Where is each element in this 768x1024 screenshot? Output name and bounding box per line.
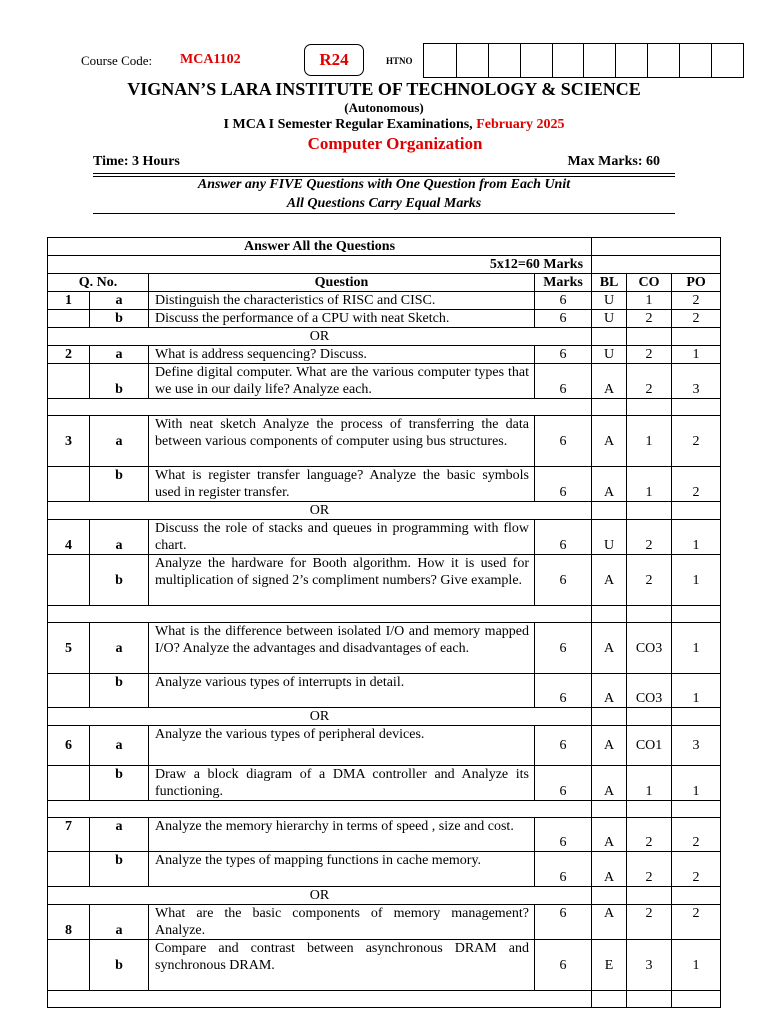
col-qno: Q. No. <box>48 274 149 292</box>
question-bl: A <box>592 623 627 674</box>
question-co: 3 <box>627 940 672 991</box>
question-part: b <box>90 364 149 399</box>
table-row <box>48 818 721 852</box>
question-number: 6 <box>48 726 90 766</box>
htno-box[interactable] <box>424 44 456 77</box>
question-po: 2 <box>672 467 721 502</box>
question-part: b <box>90 674 149 708</box>
question-po: 1 <box>672 520 721 555</box>
question-part: b <box>90 310 149 328</box>
htno-label: HTNO <box>386 56 413 66</box>
question-text: Analyze the various types of peripheral devices. <box>149 726 535 766</box>
question-marks: 6 <box>535 364 592 399</box>
question-co: 2 <box>627 364 672 399</box>
institute-name: VIGNAN’S LARA INSTITUTE OF TECHNOLOGY & SCIENCE <box>127 79 641 99</box>
question-text: Compare and contrast between asynchronous DRAM and synchronous DRAM. <box>149 940 535 991</box>
question-bl: U <box>592 292 627 310</box>
table-row <box>48 520 721 555</box>
question-bl: E <box>592 940 627 991</box>
question-marks: 6 <box>535 852 592 887</box>
col-marks: Marks <box>535 274 592 292</box>
instruction-1: Answer any FIVE Questions with One Question from Each Unit <box>197 177 571 192</box>
question-marks: 6 <box>535 905 592 940</box>
exam-prefix: I MCA I Semester Regular Examinations, <box>223 117 473 132</box>
question-po: 2 <box>672 310 721 328</box>
question-co: 2 <box>627 818 672 852</box>
question-marks: 6 <box>535 818 592 852</box>
question-marks: 6 <box>535 674 592 708</box>
question-bl: A <box>592 818 627 852</box>
col-co: CO <box>627 274 672 292</box>
question-marks: 6 <box>535 346 592 364</box>
question-co: CO1 <box>627 726 672 766</box>
divider <box>93 173 675 174</box>
question-co: 2 <box>627 346 672 364</box>
question-text: What are the basic components of memory management? Analyze. <box>149 905 535 940</box>
table-row <box>48 623 721 674</box>
question-number: 7 <box>48 818 90 852</box>
question-marks: 6 <box>535 726 592 766</box>
table-row <box>48 766 721 801</box>
question-bl: A <box>592 555 627 606</box>
or-separator: OR <box>48 502 592 520</box>
course-code: MCA1102 <box>180 52 241 67</box>
question-text: What is register transfer language? Analyze the basic symbols used in register transfer. <box>149 467 535 502</box>
question-po: 2 <box>672 852 721 887</box>
or-separator: OR <box>48 708 592 726</box>
spacer-row <box>48 801 721 818</box>
question-po: 1 <box>672 674 721 708</box>
question-po: 1 <box>672 555 721 606</box>
question-text: Define digital computer. What are the various computer types that we use in our daily life? Analyze each. <box>149 364 535 399</box>
table-row <box>48 852 721 887</box>
question-po: 2 <box>672 292 721 310</box>
question-marks: 6 <box>535 292 592 310</box>
table-row <box>48 467 721 502</box>
question-co: 1 <box>627 292 672 310</box>
question-part: a <box>90 292 149 310</box>
question-part: b <box>90 766 149 801</box>
autonomous-label: (Autonomous) <box>344 100 424 115</box>
question-part: a <box>90 818 149 852</box>
or-separator: OR <box>48 887 592 905</box>
table-row <box>48 555 721 606</box>
table-row <box>48 726 721 766</box>
question-co: 2 <box>627 310 672 328</box>
question-marks: 6 <box>535 310 592 328</box>
question-marks: 6 <box>535 766 592 801</box>
question-text: Draw a block diagram of a DMA controller and Analyze its functioning. <box>149 766 535 801</box>
question-co: CO3 <box>627 623 672 674</box>
question-part: a <box>90 520 149 555</box>
htno-box[interactable] <box>615 44 647 77</box>
question-text: What is the difference between isolated I/O and memory mapped I/O? Analyze the advantages and disadvantages of each. <box>149 623 535 674</box>
question-bl: A <box>592 467 627 502</box>
question-bl: U <box>592 520 627 555</box>
question-number: 2 <box>48 346 90 364</box>
question-part: a <box>90 416 149 467</box>
question-part: a <box>90 726 149 766</box>
col-po: PO <box>672 274 721 292</box>
question-marks: 6 <box>535 623 592 674</box>
question-co: 1 <box>627 766 672 801</box>
subject-title: Computer Organization <box>307 134 483 153</box>
question-text: Discuss the performance of a CPU with neat Sketch. <box>149 310 535 328</box>
question-text: Analyze the memory hierarchy in terms of speed , size and cost. <box>149 818 535 852</box>
question-text: Analyze the hardware for Booth algorithm. How it is used for multiplication of signed 2’s compliment numbers? Give example. <box>149 555 535 606</box>
question-table <box>47 237 721 1008</box>
question-po: 1 <box>672 346 721 364</box>
course-code-label: Course Code: <box>81 53 153 68</box>
table-row <box>48 364 721 399</box>
question-part: a <box>90 623 149 674</box>
marks-scheme: 5x12=60 Marks <box>48 256 592 274</box>
instruction-2: All Questions Carry Equal Marks <box>286 196 482 211</box>
question-text: Analyze various types of interrupts in detail. <box>149 674 535 708</box>
question-part: b <box>90 555 149 606</box>
question-po: 2 <box>672 416 721 467</box>
table-title: Answer All the Questions <box>48 238 592 256</box>
question-part: b <box>90 852 149 887</box>
question-number: 4 <box>48 520 90 555</box>
question-co: 1 <box>627 416 672 467</box>
col-question: Question <box>149 274 535 292</box>
question-part: a <box>90 346 149 364</box>
col-bl: BL <box>592 274 627 292</box>
spacer-row <box>48 606 721 623</box>
htno-box[interactable] <box>456 44 488 77</box>
htno-boxes <box>423 43 744 78</box>
question-text: With neat sketch Analyze the process of transferring the data between various components of computer using bus structures. <box>149 416 535 467</box>
htno-box[interactable] <box>583 44 615 77</box>
question-number: 5 <box>48 623 90 674</box>
question-marks: 6 <box>535 416 592 467</box>
question-po: 1 <box>672 766 721 801</box>
question-co: CO3 <box>627 674 672 708</box>
question-bl: A <box>592 852 627 887</box>
question-bl: A <box>592 416 627 467</box>
question-number: 1 <box>48 292 90 310</box>
question-co: 2 <box>627 905 672 940</box>
question-marks: 6 <box>535 520 592 555</box>
spacer-row <box>48 991 721 1008</box>
htno-box[interactable] <box>488 44 520 77</box>
regulation-badge: R24 <box>304 44 364 76</box>
question-co: 2 <box>627 555 672 606</box>
question-bl: U <box>592 310 627 328</box>
question-bl: A <box>592 726 627 766</box>
question-text: Distinguish the characteristics of RISC and CISC. <box>149 292 535 310</box>
exam-date: February 2025 <box>476 117 565 132</box>
table-row <box>48 292 721 310</box>
question-po: 3 <box>672 726 721 766</box>
question-part: a <box>90 905 149 940</box>
question-number: 8 <box>48 905 90 940</box>
question-text: Discuss the role of stacks and queues in programming with flow chart. <box>149 520 535 555</box>
question-text: What is address sequencing? Discuss. <box>149 346 535 364</box>
htno-box[interactable] <box>647 44 679 77</box>
question-po: 2 <box>672 905 721 940</box>
question-text: Analyze the types of mapping functions in cache memory. <box>149 852 535 887</box>
question-co: 2 <box>627 520 672 555</box>
table-row <box>48 905 721 940</box>
question-po: 1 <box>672 623 721 674</box>
table-row <box>48 940 721 991</box>
question-po: 2 <box>672 818 721 852</box>
max-marks: Max Marks: 60 <box>567 154 660 169</box>
question-part: b <box>90 940 149 991</box>
question-bl: U <box>592 346 627 364</box>
htno-box[interactable] <box>711 44 743 77</box>
question-marks: 6 <box>535 555 592 606</box>
question-part: b <box>90 467 149 502</box>
table-row <box>48 346 721 364</box>
htno-box[interactable] <box>520 44 552 77</box>
question-po: 3 <box>672 364 721 399</box>
spacer-row <box>48 399 721 416</box>
exam-title <box>0 117 768 133</box>
or-separator: OR <box>48 328 592 346</box>
question-marks: 6 <box>535 940 592 991</box>
htno-box[interactable] <box>679 44 711 77</box>
divider <box>93 213 675 214</box>
question-co: 2 <box>627 852 672 887</box>
table-row <box>48 310 721 328</box>
table-row <box>48 674 721 708</box>
exam-time: Time: 3 Hours <box>93 154 180 169</box>
question-bl: A <box>592 674 627 708</box>
question-number: 3 <box>48 416 90 467</box>
question-marks: 6 <box>535 467 592 502</box>
table-row <box>48 416 721 467</box>
htno-box[interactable] <box>552 44 584 77</box>
question-bl: A <box>592 905 627 940</box>
question-co: 1 <box>627 467 672 502</box>
question-bl: A <box>592 364 627 399</box>
question-po: 1 <box>672 940 721 991</box>
question-bl: A <box>592 766 627 801</box>
